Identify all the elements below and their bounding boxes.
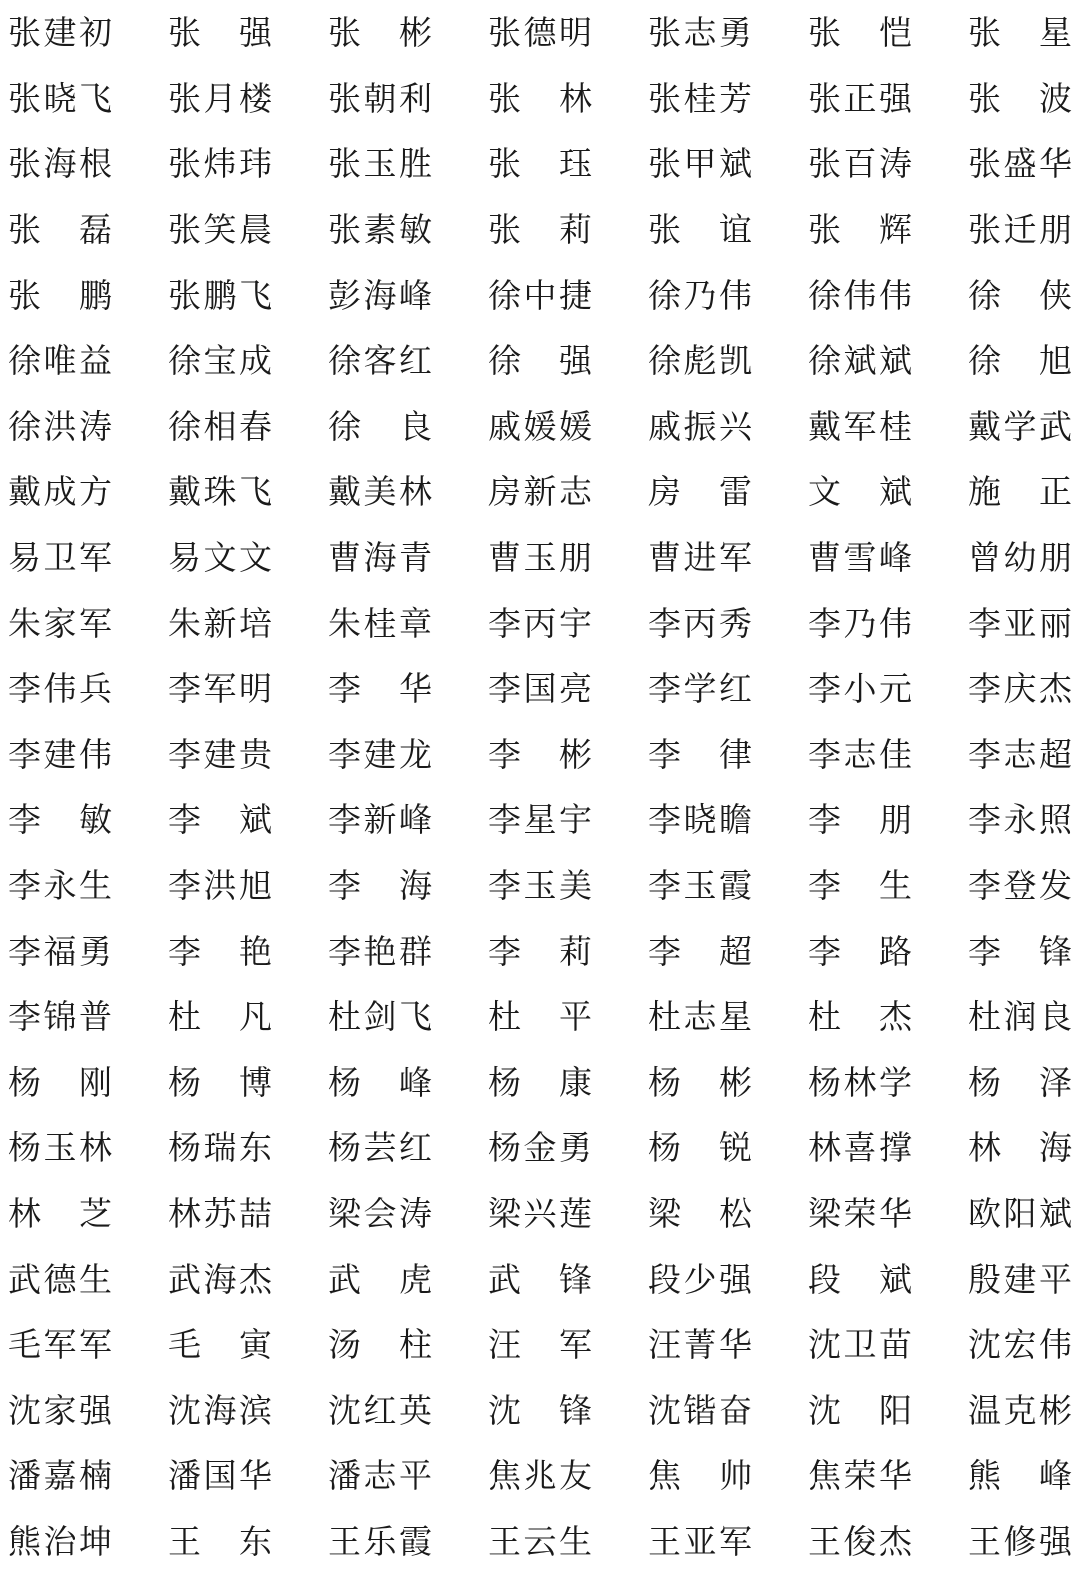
name-entry: 张 海 根 (8, 144, 112, 184)
name-entry: 李 洪 旭 (168, 866, 272, 906)
name-entry: 李 玉 美 (488, 866, 592, 906)
name-entry: 徐 侠 (968, 275, 1072, 315)
name-entry: 徐 洪 涛 (8, 406, 112, 446)
name-entry: 张 朝 利 (328, 78, 432, 118)
name-entry: 施 正 (968, 472, 1072, 512)
name-entry: 张 彬 (328, 13, 432, 53)
name-entry: 彭 海 峰 (328, 275, 432, 315)
name-entry: 张 林 (488, 78, 592, 118)
name-entry: 温 克 彬 (968, 1390, 1072, 1430)
name-entry: 梁 会 涛 (328, 1193, 432, 1233)
name-entry: 李 军 明 (168, 669, 272, 709)
name-entry: 汪 菁 华 (648, 1325, 752, 1365)
name-entry: 李 伟 兵 (8, 669, 112, 709)
name-entry: 李 小 元 (808, 669, 912, 709)
name-entry: 熊 治 坤 (8, 1521, 112, 1561)
name-entry: 李 建 贵 (168, 734, 272, 774)
name-entry: 曹 进 军 (648, 538, 752, 578)
name-entry: 徐 相 春 (168, 406, 272, 446)
name-entry: 张 甲 斌 (648, 144, 752, 184)
name-entry: 汪 军 (488, 1325, 592, 1365)
name-entry: 李 玉 霞 (648, 866, 752, 906)
name-entry: 段 少 强 (648, 1259, 752, 1299)
name-entry: 李 丙 秀 (648, 603, 752, 643)
name-entry: 杜 剑 飞 (328, 997, 432, 1037)
name-entry: 杨 芸 红 (328, 1128, 432, 1168)
name-entry: 张 素 敏 (328, 210, 432, 250)
name-entry: 李 彬 (488, 734, 592, 774)
name-entry: 焦 荣 华 (808, 1456, 912, 1496)
name-entry: 林 喜 撑 (808, 1128, 912, 1168)
name-entry: 曹 玉 朋 (488, 538, 592, 578)
name-entry: 杜 志 星 (648, 997, 752, 1037)
name-entry: 张 百 涛 (808, 144, 912, 184)
name-entry: 张 辉 (808, 210, 912, 250)
name-entry: 潘 国 华 (168, 1456, 272, 1496)
name-entry: 曾 幼 朋 (968, 538, 1072, 578)
name-entry: 戴 成 方 (8, 472, 112, 512)
name-entry: 张 恺 (808, 13, 912, 53)
name-entry: 李 艳 群 (328, 931, 432, 971)
name-entry: 张 建 初 (8, 13, 112, 53)
name-entry: 张 迁 朋 (968, 210, 1072, 250)
name-entry: 张 晓 飞 (8, 78, 112, 118)
name-entry: 李 永 照 (968, 800, 1072, 840)
name-entry: 杜 凡 (168, 997, 272, 1037)
name-entry: 李 敏 (8, 800, 112, 840)
name-entry: 李 路 (808, 931, 912, 971)
name-entry: 徐 良 (328, 406, 432, 446)
name-entry: 李 锦 普 (8, 997, 112, 1037)
name-entry: 徐 强 (488, 341, 592, 381)
name-entry: 张 炜 玮 (168, 144, 272, 184)
name-entry: 杨 瑞 东 (168, 1128, 272, 1168)
name-entry: 李 星 宇 (488, 800, 592, 840)
name-entry: 李 登 发 (968, 866, 1072, 906)
name-entry: 潘 嘉 楠 (8, 1456, 112, 1496)
name-entry: 李 朋 (808, 800, 912, 840)
name-entry: 李 艳 (168, 931, 272, 971)
name-entry: 李 志 佳 (808, 734, 912, 774)
name-entry: 王 云 生 (488, 1521, 592, 1561)
name-entry: 张 谊 (648, 210, 752, 250)
name-entry: 张 玉 胜 (328, 144, 432, 184)
name-entry: 戴 珠 飞 (168, 472, 272, 512)
name-entry: 毛 寅 (168, 1325, 272, 1365)
name-entry: 戴 美 林 (328, 472, 432, 512)
name-entry: 焦 兆 友 (488, 1456, 592, 1496)
name-entry: 李 晓 瞻 (648, 800, 752, 840)
name-entry: 李 福 勇 (8, 931, 112, 971)
name-entry: 戚 媛 媛 (488, 406, 592, 446)
name-entry: 王 俊 杰 (808, 1521, 912, 1561)
name-entry: 杨 锐 (648, 1128, 752, 1168)
name-entry: 徐 伟 伟 (808, 275, 912, 315)
name-entry: 张 德 明 (488, 13, 592, 53)
name-entry: 杨 峰 (328, 1062, 432, 1102)
name-entry: 武 锋 (488, 1259, 592, 1299)
name-entry: 易 文 文 (168, 538, 272, 578)
name-entry: 李 学 红 (648, 669, 752, 709)
name-entry: 沈 红 英 (328, 1390, 432, 1430)
name-entry: 戴 学 武 (968, 406, 1072, 446)
name-entry: 张 鹏 飞 (168, 275, 272, 315)
name-entry: 沈 海 滨 (168, 1390, 272, 1430)
name-entry: 杨 刚 (8, 1062, 112, 1102)
name-entry: 李 海 (328, 866, 432, 906)
name-entry: 林 芝 (8, 1193, 112, 1233)
name-entry: 朱 新 培 (168, 603, 272, 643)
name-entry: 李 莉 (488, 931, 592, 971)
name-entry: 毛 军 军 (8, 1325, 112, 1365)
name-entry: 欧 阳 斌 (968, 1193, 1072, 1233)
name-entry: 张 盛 华 (968, 144, 1072, 184)
name-entry: 杨 彬 (648, 1062, 752, 1102)
name-entry: 张 桂 芳 (648, 78, 752, 118)
name-entry: 文 斌 (808, 472, 912, 512)
name-entry: 李 乃 伟 (808, 603, 912, 643)
name-entry: 梁 荣 华 (808, 1193, 912, 1233)
name-entry: 段 斌 (808, 1259, 912, 1299)
name-entry: 杜 杰 (808, 997, 912, 1037)
name-entry: 李 志 超 (968, 734, 1072, 774)
name-entry: 焦 帅 (648, 1456, 752, 1496)
name-entry: 熊 峰 (968, 1456, 1072, 1496)
name-entry: 易 卫 军 (8, 538, 112, 578)
name-entry: 张 波 (968, 78, 1072, 118)
name-entry: 杨 林 学 (808, 1062, 912, 1102)
name-entry: 李 生 (808, 866, 912, 906)
name-entry: 徐 彪 凯 (648, 341, 752, 381)
name-entry: 李 锋 (968, 931, 1072, 971)
name-entry: 张 强 (168, 13, 272, 53)
name-entry: 潘 志 平 (328, 1456, 432, 1496)
name-entry: 李 斌 (168, 800, 272, 840)
name-entry: 沈 宏 伟 (968, 1325, 1072, 1365)
name-entry: 汤 柱 (328, 1325, 432, 1365)
name-entry: 李 丙 宇 (488, 603, 592, 643)
name-entry: 徐 斌 斌 (808, 341, 912, 381)
name-entry: 武 虎 (328, 1259, 432, 1299)
name-entry: 李 律 (648, 734, 752, 774)
name-entry: 朱 家 军 (8, 603, 112, 643)
name-entry: 徐 旭 (968, 341, 1072, 381)
name-entry: 杜 平 (488, 997, 592, 1037)
name-entry: 林 苏 喆 (168, 1193, 272, 1233)
name-entry: 沈 锋 (488, 1390, 592, 1430)
name-entry: 李 超 (648, 931, 752, 971)
name-entry: 杨 博 (168, 1062, 272, 1102)
name-entry: 杨 康 (488, 1062, 592, 1102)
name-entry: 曹 海 青 (328, 538, 432, 578)
name-entry: 武 海 杰 (168, 1259, 272, 1299)
name-entry: 武 德 生 (8, 1259, 112, 1299)
name-entry: 李 建 伟 (8, 734, 112, 774)
name-entry: 杨 玉 林 (8, 1128, 112, 1168)
name-entry: 杜 润 良 (968, 997, 1072, 1037)
name-entry: 曹 雪 峰 (808, 538, 912, 578)
name-entry: 张 磊 (8, 210, 112, 250)
name-entry: 林 海 (968, 1128, 1072, 1168)
name-entry: 李 华 (328, 669, 432, 709)
name-entry: 张 星 (968, 13, 1072, 53)
name-entry: 徐 乃 伟 (648, 275, 752, 315)
name-entry: 王 乐 霞 (328, 1521, 432, 1561)
name-entry: 朱 桂 章 (328, 603, 432, 643)
name-entry: 沈 卫 苗 (808, 1325, 912, 1365)
name-entry: 李 亚 丽 (968, 603, 1072, 643)
name-entry: 沈 锴 奋 (648, 1390, 752, 1430)
name-entry: 李 永 生 (8, 866, 112, 906)
name-entry: 张 鹏 (8, 275, 112, 315)
name-entry: 李 建 龙 (328, 734, 432, 774)
name-entry: 杨 泽 (968, 1062, 1072, 1102)
name-entry: 徐 客 红 (328, 341, 432, 381)
name-entry: 徐 唯 益 (8, 341, 112, 381)
name-entry: 张 正 强 (808, 78, 912, 118)
name-entry: 徐 宝 成 (168, 341, 272, 381)
name-entry: 沈 家 强 (8, 1390, 112, 1430)
name-entry: 张 月 楼 (168, 78, 272, 118)
name-entry: 梁 兴 莲 (488, 1193, 592, 1233)
name-entry: 李 新 峰 (328, 800, 432, 840)
name-entry: 杨 金 勇 (488, 1128, 592, 1168)
name-entry: 房 雷 (648, 472, 752, 512)
name-entry: 戚 振 兴 (648, 406, 752, 446)
name-entry: 徐 中 捷 (488, 275, 592, 315)
name-entry: 张 笑 晨 (168, 210, 272, 250)
name-entry: 王 修 强 (968, 1521, 1072, 1561)
name-entry: 张 珏 (488, 144, 592, 184)
name-entry: 戴 军 桂 (808, 406, 912, 446)
name-entry: 王 亚 军 (648, 1521, 752, 1561)
name-entry: 殷 建 平 (968, 1259, 1072, 1299)
name-entry: 房 新 志 (488, 472, 592, 512)
name-entry: 王 东 (168, 1521, 272, 1561)
name-entry: 梁 松 (648, 1193, 752, 1233)
name-entry: 张 志 勇 (648, 13, 752, 53)
name-entry: 沈 阳 (808, 1390, 912, 1430)
name-entry: 李 庆 杰 (968, 669, 1072, 709)
name-entry: 张 莉 (488, 210, 592, 250)
name-entry: 李 国 亮 (488, 669, 592, 709)
